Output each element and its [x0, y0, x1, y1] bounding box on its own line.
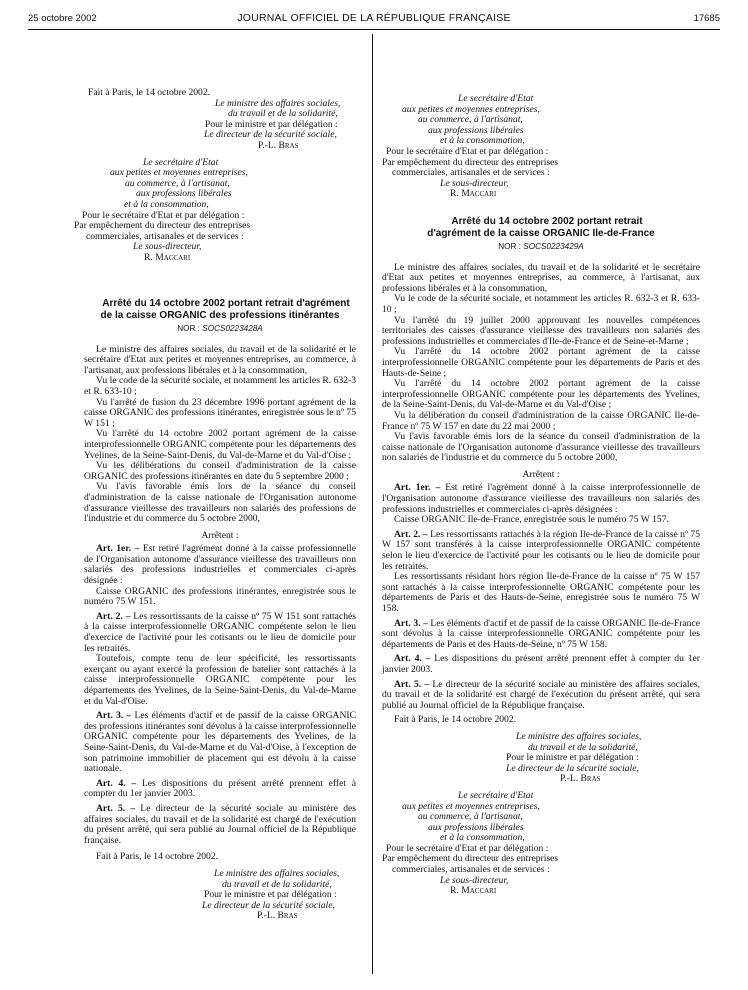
- article: Art. 5. – Le directeur de la sécurité sociale au ministère des affaires sociales, du travail et de la solidarité est chargé de l'exécution du présent arrêté, qui sera publié au Journal officiel de la République française.: [382, 678, 700, 711]
- signatory-name: R. Maccari: [144, 251, 191, 263]
- paragraph: Vu la délibération du conseil d'administration de la caisse ORGANIC Ile-de-France nº 75 W 157 en date du 22 mai 2000 ;: [382, 409, 700, 432]
- signatory-name: R. Maccari: [450, 885, 497, 897]
- signatory-name: P.-L. Bras: [560, 773, 601, 785]
- signatory-name: R. Maccari: [450, 188, 497, 200]
- signature-line: Le ministre des affaires sociales,: [214, 867, 340, 879]
- signature-line: aux professions libérales: [428, 124, 524, 136]
- signature-block-bottom-left: [84, 852, 356, 922]
- paragraph: Vu le code de la sécurité sociale, et notamment les articles R. 632-3 et R. 633-10 ;: [84, 375, 356, 397]
- nor-code: SOCS0223428A: [202, 324, 263, 333]
- signature-block-bottom-right: [382, 715, 700, 897]
- signature-line: et à la consommation,: [124, 198, 209, 210]
- page-header: [28, 11, 720, 29]
- arretent-heading: Arrêtent :: [522, 468, 560, 480]
- signature-place: Fait à Paris, le 14 octobre 2002.: [394, 714, 517, 726]
- nor-reference: NOR : SOCS0223428A: [177, 324, 263, 333]
- article: Les ressortissants résidant hors région Ile-de-France de la caisse nº 75 W 157 sont rattachés à la caisse interprofessionnelle ORGANIC compétente pour les départements de Paris et des Hauts-de-Seine, enregistrée sous le numéro 75 W 158.: [382, 571, 700, 614]
- signature-line: Pour le secrétaire d'Etat et par délégation :: [386, 842, 549, 854]
- signature-line: aux professions libérales: [136, 188, 232, 200]
- nor-code: SOCS0223429A: [523, 242, 584, 251]
- signature-line: et à la consommation,: [440, 135, 525, 147]
- signature-line: aux petites et moyennes entreprises,: [402, 800, 540, 812]
- right-decree: [382, 216, 700, 897]
- article: Art. 1er. – Est retiré l'agrément donné à la caisse professionnelle de l'Organisation autonome d'assurance vieillesse des travailleurs non salariés des professions industrielles et commerciales ci-après désignée :: [84, 543, 356, 587]
- left-decree: [84, 298, 356, 922]
- paragraph: Le ministre des affaires sociales, du travail et de la solidarité et le secrétaire d'Etat aux petites et moyennes entreprises, au commerce, à l'artisanat, aux professions libérales et à la consommation,: [84, 343, 356, 376]
- articles: [382, 483, 700, 711]
- signature-line: commerciales, artisanales et de services :: [392, 864, 550, 876]
- page-number: 17685: [693, 13, 720, 24]
- paragraph: Le ministre des affaires sociales, du travail et de la solidarité et le secrétaire d'Etat aux petites et moyennes entreprises, au commerce, à l'artisanat, aux professions libérales et à la consommation,: [382, 261, 700, 294]
- signature-line: commerciales, artisanales et de services :: [86, 230, 244, 242]
- signature-line: Pour le secrétaire d'Etat et par délégation :: [386, 145, 549, 157]
- article: Art. 2. – Les ressortissants rattachés à la région Ile-de-France de la caisse nº 75 W 157 sont transférés à la caisse interprofessionnelle ORGANIC compétente selon le lieu d'exercice de l'activité pour les cotisants ou le lieu de domicile pour les retraités.: [382, 528, 700, 572]
- article: Art. 3. – Les éléments d'actif et de passif de la caisse ORGANIC Ile-de-France sont dévolus à la caisse interprofessionnelle ORGANIC compétente pour les départements de Paris et des Hauts-de-Seine, nº 75 W 158.: [382, 617, 700, 650]
- signature-line: Le sous-directeur,: [133, 241, 202, 253]
- article: Art. 1er. – Est retiré l'agrément donné à la caisse interprofessionnelle de l'Organisation autonome d'assurance vieillesse des travailleurs non salariés des professions industrielles et commerciales ci-après désignées :: [382, 482, 700, 515]
- signature-line: Le directeur de la sécurité sociale,: [204, 129, 337, 141]
- signature-line: commerciales, artisanales et de services :: [392, 167, 550, 179]
- signature-block-top-right: [382, 94, 700, 200]
- signature-line: aux petites et moyennes entreprises,: [402, 103, 540, 115]
- paragraph: Vu l'avis favorable émis lors de la séance du conseil d'administration de la caisse nationale de l'Organisation autonome d'assurance vieillesse des travailleurs non salariés de l'industrie et du commerce du 5 octobre 2000,: [382, 431, 700, 464]
- signature-line: du travail et de la solidarité,: [528, 741, 638, 753]
- signature-line: au commerce, à l'artisanat,: [418, 114, 523, 126]
- visas: [84, 345, 356, 525]
- arretent-heading: Arrêtent :: [201, 529, 239, 541]
- decree-title: Arrêté du 14 octobre 2002 portant retrait d'agrément de la caisse ORGANIC des professions itinérantes: [100, 298, 350, 321]
- paragraph: Vu les délibérations du conseil d'administration de la caisse ORGANIC des professions itinérantes en date du 5 septembre 2000 ;: [84, 460, 356, 482]
- article: Art. 5. – Le directeur de la sécurité sociale au ministère des affaires sociales, du travail et de la solidarité est chargé de l'exécution du présent arrêté, qui sera publié au Journal officiel de la République française.: [84, 802, 356, 846]
- signature-line: Par empêchement du directeur des entreprises: [382, 853, 559, 865]
- article: Art. 2. – Les ressortissants de la caisse nº 75 W 151 sont rattachés à la caisse interprofessionnelle ORGANIC compétente selon le lieu d'exercice de l'activité pour les cotisants ou le lieu de domicile pour les retraités.: [84, 610, 356, 654]
- paragraph: Vu l'arrêté du 14 octobre 2002 portant agrément de la caisse interprofessionnelle ORGANIC compétente pour les départements des Yvelines, de la Seine-Saint-Denis, du Val-de-Marne et du Val-d'Oise ;: [84, 428, 356, 461]
- left-column: [74, 87, 396, 264]
- signature-place: Fait à Paris, le 14 octobre 2002.: [96, 851, 219, 863]
- signature-line: aux petites et moyennes entreprises,: [110, 167, 248, 179]
- paragraph: Vu l'arrêté du 14 octobre 2002 portant agrément de la caisse interprofessionnelle ORGANIC compétente pour les départements des Yvelines, de la Seine-Saint-Denis, du Val-de-Marne et du Val-d'Oise ;: [382, 378, 700, 411]
- signature-line: aux professions libérales: [428, 821, 524, 833]
- right-column-top: [382, 94, 700, 200]
- article: Art. 4. – Les dispositions du présent arrêté prennent effet à compter du 1er janvier 2003.: [382, 653, 700, 675]
- visas: [382, 263, 700, 464]
- signature-line: Pour le ministre et par délégation :: [506, 752, 639, 764]
- articles: [84, 544, 356, 846]
- signature-line: et à la consommation,: [440, 832, 525, 844]
- signature-line: Le ministre des affaires sociales,: [516, 730, 642, 742]
- signature-line: du travail et de la solidarité,: [222, 878, 332, 890]
- signature-block-top-left: [74, 87, 396, 264]
- article: Caisse ORGANIC des professions itinérantes, enregistrée sous le numéro 75 W 151.: [84, 585, 356, 608]
- paragraph: Vu l'arrêté de fusion du 23 décembre 1996 portant agrément de la caisse ORGANIC des professions itinérantes, enregistrée sous le nº 75 W 151 ;: [84, 396, 356, 429]
- signature-line: du travail et de la solidarité,: [228, 108, 338, 120]
- paragraph: Vu l'avis favorable émis lors de la séance du conseil d'administration de la caisse nationale de l'Organisation autonome d'assurance vieillesse des travailleurs non salariés des professions de l'industrie et du commerce du 5 octobre 2000,: [84, 481, 356, 525]
- signature-line: Le secrétaire d'Etat: [458, 93, 534, 104]
- signature-line: Le sous-directeur,: [440, 177, 509, 189]
- signature-line: Le secrétaire d'Etat: [458, 789, 534, 801]
- signature-line: Le secrétaire d'Etat: [143, 156, 219, 168]
- paragraph: Vu le code de la sécurité sociale, et notamment les articles R. 632-3 et R. 633-10 ;: [382, 293, 700, 315]
- signature-place: Fait à Paris, le 14 octobre 2002.: [88, 87, 211, 98]
- signature-line: Le directeur de la sécurité sociale,: [202, 899, 335, 911]
- issue-date: 25 octobre 2002: [28, 13, 97, 24]
- article: Caisse ORGANIC Ile-de-France, enregistrée sous le numéro 75 W 157.: [394, 514, 669, 526]
- signature-line: Par empêchement du directeur des entreprises: [382, 156, 559, 168]
- signature-line: au commerce, à l'artisanat,: [125, 177, 230, 189]
- nor-reference: NOR : SOCS0223429A: [498, 242, 584, 251]
- signature-line: Le sous-directeur,: [440, 874, 509, 886]
- signatory-name: P.-L. Bras: [257, 910, 298, 922]
- signatory-name: P.-L. Bras: [258, 139, 299, 151]
- article: Art. 3. – Les éléments d'actif et de passif de la caisse ORGANIC des professions itinérantes sont dévolus à la caisse interprofessionnelle ORGANIC compétente pour les départements des Yvelines, de la Seine-Saint-Denis, du Val-de-Marne et du Val-d'Oise, à l'exception de son patrimoine immobilier de placement qui est dévolu à la caisse nationale.: [84, 710, 356, 775]
- signature-line: Par empêchement du directeur des entreprises: [74, 220, 251, 232]
- header-rule: [28, 29, 720, 30]
- article: Toutefois, compte tenu de leur spécificité, les ressortissants exerçant ou ayant exercé la profession de batelier sont rattachés à la caisse interprofessionnelle ORGANIC compétente pour les départements des Yvelines, de la Seine-Saint-Denis, du Val-de-Marne et du Val-d'Oise.: [84, 653, 356, 707]
- article: Art. 4. – Les dispositions du présent arrêté prennent effet à compter du 1er janvier 2003.: [84, 777, 356, 800]
- paragraph: Vu l'arrêté du 19 juillet 2000 approuvant les nouvelles compétences territoriales des caisses d'assurance vieillesse des travailleurs non salariés des professions industrielles et commerciales d'Ile-de-France et de Seine-et-Marne ;: [382, 314, 700, 347]
- signature-line: Pour le ministre et par délégation :: [204, 889, 337, 901]
- signature-line: Pour le secrétaire d'Etat et par délégation :: [82, 209, 245, 221]
- paragraph: Vu l'arrêté du 14 octobre 2002 portant agrément de la caisse interprofessionnelle ORGANIC compétente pour les départements de Paris et des Hauts-de-Seine ;: [382, 346, 700, 379]
- signature-line: Le ministre des affaires sociales,: [215, 97, 341, 109]
- journal-title: JOURNAL OFFICIEL DE LA RÉPUBLIQUE FRANÇAISE: [237, 12, 511, 24]
- signature-line: Le directeur de la sécurité sociale,: [506, 762, 639, 774]
- decree-title: Arrêté du 14 octobre 2002 portant retrait d'agrément de la caisse ORGANIC Ile-de-France: [427, 216, 655, 239]
- signature-line: Pour le ministre et par délégation :: [205, 118, 338, 130]
- signature-line: au commerce, à l'artisanat,: [418, 811, 523, 823]
